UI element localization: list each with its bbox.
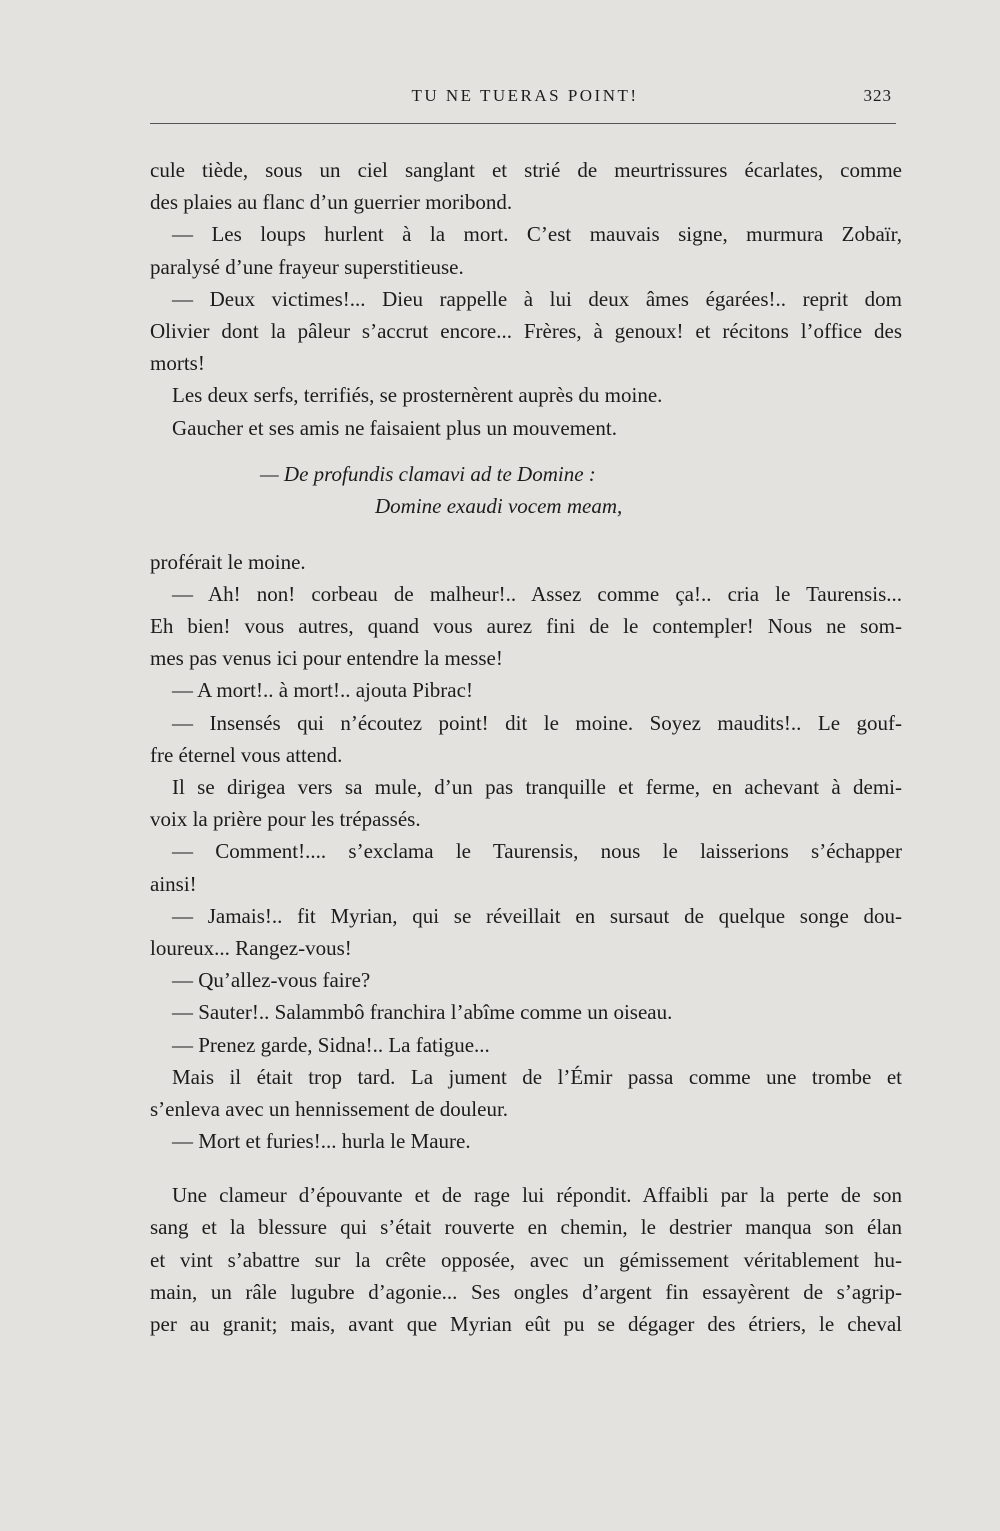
- text-line: — Comment!.... s’exclama le Taurensis, nous le laisserions s’échapper: [172, 839, 902, 864]
- header-rule: [150, 123, 896, 124]
- verse-line: — De profundis clamavi ad te Domine :: [260, 461, 596, 486]
- text-line: Les deux serfs, terrifiés, se prosternèrent auprès du moine.: [172, 383, 663, 408]
- text-line: Mais il était trop tard. La jument de l’Émir passa comme une trombe et: [172, 1064, 902, 1089]
- verse-line: Domine exaudi vocem meam,: [375, 493, 623, 518]
- page-number: 323: [863, 86, 892, 105]
- text-line: — Deux victimes!... Dieu rappelle à lui deux âmes égarées!.. reprit dom: [172, 286, 902, 311]
- text-line: Gaucher et ses amis ne faisaient plus un mouvement.: [172, 415, 617, 440]
- text-line: sang et la blessure qui s’était rouverte en chemin, le destrier manqua son élan: [150, 1215, 902, 1240]
- text-line: fre éternel vous attend.: [150, 742, 343, 767]
- text-line: — A mort!.. à mort!.. ajouta Pibrac!: [172, 678, 473, 703]
- text-line: proférait le moine.: [150, 549, 306, 574]
- text-line: — Prenez garde, Sidna!.. La fatigue...: [172, 1032, 490, 1057]
- running-title: TU NE TUERAS POINT!: [411, 86, 639, 105]
- text-line: paralysé d’une frayeur superstitieuse.: [150, 254, 464, 279]
- text-line: mes pas venus ici pour entendre la messe!: [150, 646, 503, 671]
- text-line: — Les loups hurlent à la mort. C’est mauvais signe, murmura Zobaïr,: [172, 222, 902, 247]
- text-line: Olivier dont la pâleur s’accrut encore... Frères, à genoux! et récitons l’office des: [150, 318, 902, 343]
- text-line: — Jamais!.. fit Myrian, qui se réveillait en sursaut de quelque songe dou-: [172, 903, 902, 928]
- text-line: per au granit; mais, avant que Myrian eût pu se dégager des étriers, le cheval: [150, 1312, 902, 1336]
- text-line: et vint s’abattre sur la crête opposée, avec un gémissement véritablement hu-: [150, 1247, 902, 1272]
- text-line: ainsi!: [150, 871, 197, 896]
- section-break: [150, 1157, 902, 1179]
- text-line: loureux... Rangez-vous!: [150, 935, 352, 960]
- text-line: — Insensés qui n’écoutez point! dit le moine. Soyez maudits!.. Le gouf-: [172, 710, 902, 735]
- text-line: — Qu’allez-vous faire?: [172, 968, 371, 993]
- text-line: Eh bien! vous autres, quand vous aurez fini de le contempler! Nous ne som-: [150, 614, 902, 639]
- text-line: — Mort et furies!... hurla le Maure.: [172, 1129, 471, 1154]
- text-line: cule tiède, sous un ciel sanglant et strié de meurtrissures écarlates, comme: [150, 158, 902, 182]
- text-line: Il se dirigea vers sa mule, d’un pas tranquille et ferme, en achevant à demi-: [172, 775, 902, 799]
- text-line: des plaies au flanc d’un guerrier moribond.: [150, 190, 513, 215]
- text-line: — Ah! non! corbeau de malheur!.. Assez comme ça!.. cria le Taurensis...: [172, 581, 902, 606]
- text-line: main, un râle lugubre d’agonie... Ses ongles d’argent fin essayèrent de s’agrip-: [150, 1279, 902, 1304]
- text-line: s’enleva avec un hennissement de douleur.: [150, 1096, 509, 1121]
- running-head: [150, 86, 900, 110]
- text-line: morts!: [150, 351, 205, 376]
- text-line: Une clameur d’épouvante et de rage lui répondit. Affaibli par la perte de son: [172, 1183, 902, 1208]
- verse-spacer: [150, 522, 902, 546]
- body-text: [150, 154, 902, 1340]
- text-line: voix la prière pour les trépassés.: [150, 807, 421, 832]
- text-line: — Sauter!.. Salammbô franchira l’abîme comme un oiseau.: [172, 1000, 673, 1025]
